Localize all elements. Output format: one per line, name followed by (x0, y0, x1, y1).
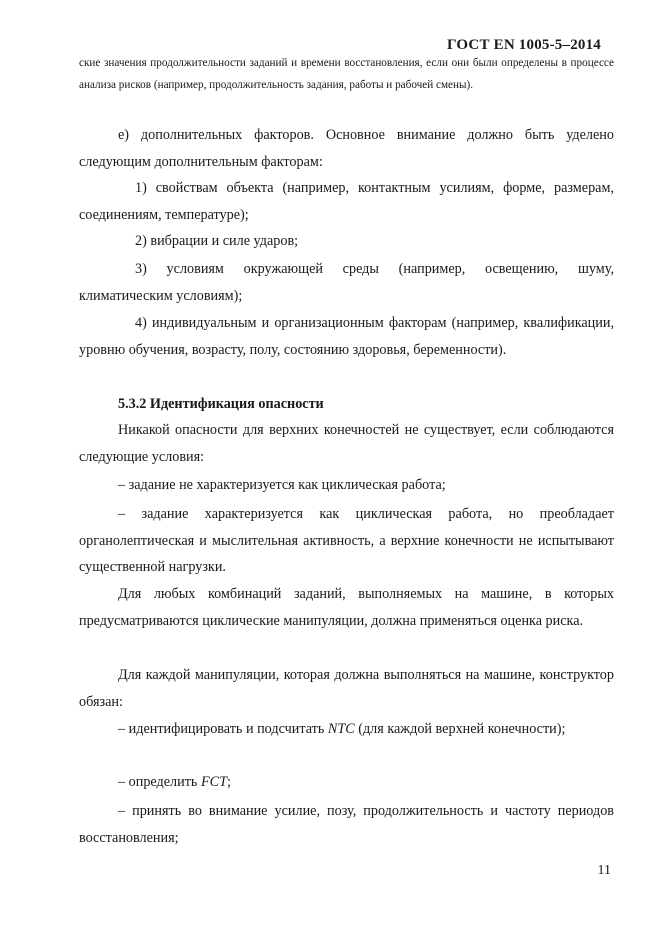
dash-item-2: – задание характеризуется как циклическая работа, но преобладает органолептическая и мыслительная активность, а верхние конечности не испытывают существенной нагрузки. (79, 506, 614, 576)
dash-item-3-term: NTC (327, 721, 355, 737)
list-item-2: 2) вибрации и силе ударов; (135, 233, 299, 249)
dash-item-5: – принять во внимание усилие, позу, продолжительность и частоту периодов восстановления; (79, 803, 614, 846)
document-code: ГОСТ EN 1005-5–2014 (447, 37, 601, 53)
section-heading: 5.3.2 Идентификация опасности (118, 396, 324, 412)
list-item-1: 1) свойствам объекта (например, контактным усилиям, форме, размерам, соединениям, температуре); (79, 180, 614, 223)
paragraph-conditions: Никакой опасности для верхних конечностей не существует, если соблюдаются следующие условия: (79, 422, 614, 465)
dash-item-3 (79, 716, 614, 743)
dash-item-3-text-a: – идентифицировать и подсчитать (118, 721, 328, 737)
intro-paragraph: ские значения продолжительности заданий и времени восстановления, если они были определены в процессе анализа рисков (например, продолжительность задания, работы и рабочей смены). (79, 57, 614, 91)
item-e: е) дополнительных факторов. Основное внимание должно быть уделено следующим дополнительным факторам: (79, 127, 614, 170)
page-number: 11 (597, 863, 611, 878)
list-item-4: 4) индивидуальным и организационным факторам (например, квалификации, уровню обучения, возрасту, полу, состоянию здоровья, беременности). (79, 315, 614, 358)
dash-item-4-text-a: – определить (118, 774, 201, 790)
dash-item-4-text-b: ; (226, 774, 231, 790)
dash-item-4 (79, 769, 614, 796)
paragraph-designer: Для каждой манипуляции, которая должна выполняться на машине, конструктор обязан: (79, 667, 614, 710)
list-item-3: 3) условиям окружающей среды (например, освещению, шуму, климатическим условиям); (79, 261, 614, 304)
dash-item-1: – задание не характеризуется как циклическая работа; (118, 477, 446, 493)
dash-item-4-term: FCT (200, 774, 227, 790)
dash-item-3-text-b: (для каждой верхней конечности); (354, 721, 566, 737)
paragraph-risk-assessment: Для любых комбинаций заданий, выполняемых на машине, в которых предусматриваются циклические манипуляции, должна применяться оценка риска. (79, 586, 614, 629)
